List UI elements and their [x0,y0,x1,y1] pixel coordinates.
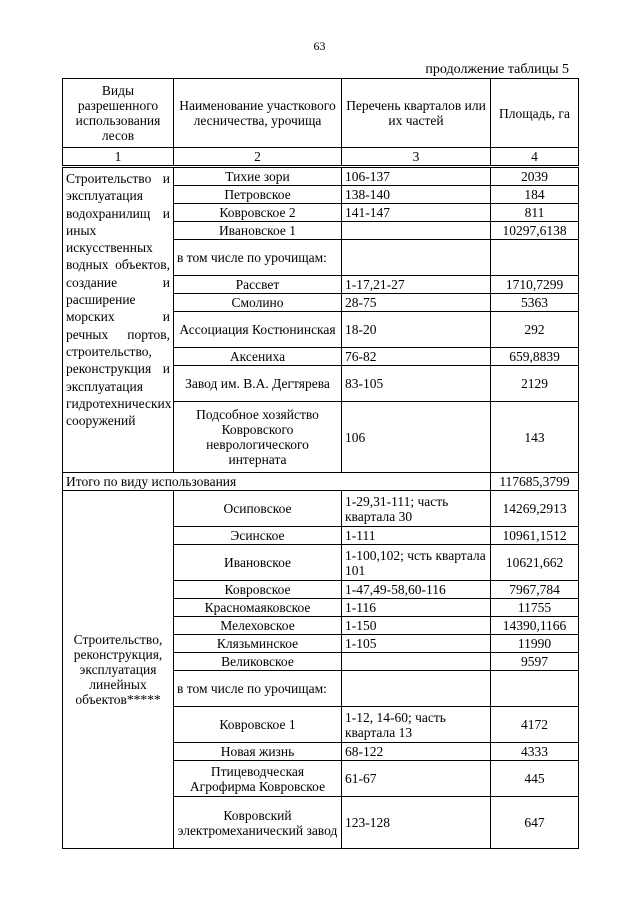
quarters-cell: 106 [342,402,491,473]
quarters-cell: 68-122 [342,743,491,761]
quarters-cell: 141-147 [342,204,491,222]
area-cell: 11990 [491,635,579,653]
forestry-name-cell: Завод им. В.А. Дегтярева [174,366,342,402]
header-quarters: Перечень кварталов или их частей [342,79,491,148]
quarters-cell [342,671,491,707]
forestry-name-cell: Подсобное хозяйство Ковровского неврологического интерната [174,402,342,473]
area-cell [491,240,579,276]
quarters-cell: 1-111 [342,527,491,545]
forestry-name-cell: Ковровский электромеханический завод [174,797,342,849]
total-row [63,473,579,491]
column-number-row [63,148,579,167]
column-number: 2 [174,148,342,167]
column-number: 3 [342,148,491,167]
quarters-cell: 18-20 [342,312,491,348]
forestry-name-cell: Красномаяковское [174,599,342,617]
column-number: 4 [491,148,579,167]
area-cell: 292 [491,312,579,348]
area-cell: 445 [491,761,579,797]
forestry-name-cell: Смолино [174,294,342,312]
forestry-name-cell: Аксениха [174,348,342,366]
area-cell: 10297,6138 [491,222,579,240]
quarters-cell: 123-128 [342,797,491,849]
header-area: Площадь, га [491,79,579,148]
table-continuation-label: продолжение таблицы 5 [425,62,569,77]
use-type-cell: Строительство и эксплуатация водохранилищ и иных искусственных водных объектов, создание и расширение морских и речных портов, строительство, реконструкция и эксплуатация гидротехнических сооружений [63,167,174,473]
quarters-cell: 1-100,102; чсть квартала 101 [342,545,491,581]
area-cell: 184 [491,186,579,204]
forestry-name-cell: Петровское [174,186,342,204]
forestry-name-cell: Ассоциация Костюнинская [174,312,342,348]
area-cell: 11755 [491,599,579,617]
area-cell: 143 [491,402,579,473]
forestry-name-cell: Осиповское [174,491,342,527]
table-row [63,491,579,527]
quarters-cell: 61-67 [342,761,491,797]
forestry-name-cell: Ивановское 1 [174,222,342,240]
forestry-name-cell: Клязьминское [174,635,342,653]
forestry-name-cell: Птицеводческая Агрофирма Ковровское [174,761,342,797]
quarters-cell [342,653,491,671]
forestry-name-cell: Ковровское 1 [174,707,342,743]
forest-use-table [62,78,579,849]
quarters-cell: 1-116 [342,599,491,617]
forestry-name-cell: Великовское [174,653,342,671]
header-use-type: Виды разрешенного использования лесов [63,79,174,148]
use-type-cell: Строительство, реконструкция, эксплуатация линейных объектов***** [63,491,174,849]
group-linear [63,491,579,849]
total-area: 117685,3799 [491,473,579,491]
area-cell: 10961,1512 [491,527,579,545]
header-forestry-name: Наименование участкового лесничества, урочища [174,79,342,148]
area-cell: 811 [491,204,579,222]
area-cell: 7967,784 [491,581,579,599]
quarters-cell: 106-137 [342,167,491,186]
quarters-cell: 83-105 [342,366,491,402]
area-cell: 659,8839 [491,348,579,366]
column-number: 1 [63,148,174,167]
subgroup-label: в том числе по урочищам: [174,240,342,276]
area-cell: 9597 [491,653,579,671]
subgroup-label: в том числе по урочищам: [174,671,342,707]
area-cell: 14269,2913 [491,491,579,527]
area-cell: 5363 [491,294,579,312]
forestry-name-cell: Новая жизнь [174,743,342,761]
area-cell [491,671,579,707]
area-cell: 647 [491,797,579,849]
area-cell: 14390,1166 [491,617,579,635]
table-header-row [63,79,579,148]
quarters-cell [342,222,491,240]
area-cell: 10621,662 [491,545,579,581]
group-hydro [63,167,579,473]
forestry-name-cell: Тихие зори [174,167,342,186]
area-cell: 1710,7299 [491,276,579,294]
quarters-cell: 1-12, 14-60; часть квартала 13 [342,707,491,743]
table-row [63,167,579,186]
total-label: Итого по виду использования [63,473,491,491]
quarters-cell: 28-75 [342,294,491,312]
area-cell: 4333 [491,743,579,761]
quarters-cell [342,240,491,276]
forestry-name-cell: Мелеховское [174,617,342,635]
area-cell: 4172 [491,707,579,743]
quarters-cell: 138-140 [342,186,491,204]
area-cell: 2129 [491,366,579,402]
forestry-name-cell: Эсинское [174,527,342,545]
forestry-name-cell: Ивановское [174,545,342,581]
quarters-cell: 1-150 [342,617,491,635]
quarters-cell: 76-82 [342,348,491,366]
forestry-name-cell: Ковровское 2 [174,204,342,222]
forestry-name-cell: Рассвет [174,276,342,294]
quarters-cell: 1-47,49-58,60-116 [342,581,491,599]
quarters-cell: 1-17,21-27 [342,276,491,294]
area-cell: 2039 [491,167,579,186]
quarters-cell: 1-105 [342,635,491,653]
forestry-name-cell: Ковровское [174,581,342,599]
quarters-cell: 1-29,31-111; часть квартала 30 [342,491,491,527]
page-number: 63 [313,39,326,53]
